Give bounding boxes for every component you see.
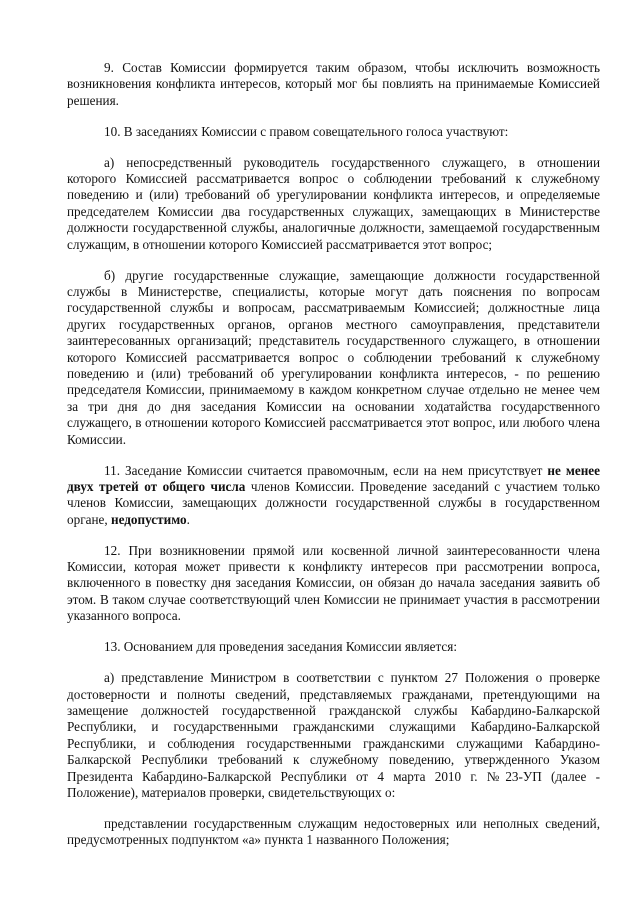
paragraph-10b: б) другие государственные служащие, замещающие должности государственной службы в Министерстве, специалисты, которые могут дать пояснения по вопросам государственной службы и вопросам, рассматриваемым Комиссией; должностные лица других государственных органов, органов местного самоуправления, представители заинтересованных организаций; представитель государственного служащего, в отношении которого Комиссией рассматривается вопрос о соблюдении требований к служебному поведению и (или) требований об урегулировании конфликта интересов, - по решению председателя Комиссии, принимаемому в каждом конкретном случае отдельно не менее чем за три дня до дня заседания Комиссии на основании ходатайства государственного служащего, в отношении которого Комиссией рассматривается этот вопрос, или любого члена Комиссии. [67,267,600,447]
document-page [67,60,600,849]
paragraph-10: 10. В заседаниях Комиссии с правом совещательного голоса участвуют: [104,123,509,139]
paragraph-9: 9. Состав Комиссии формируется таким образом, чтобы исключить возможность возникновения конфликта интересов, который мог бы повлиять на принимаемые Комиссией решения. [67,60,600,108]
paragraph-13a-item: представлении государственным служащим недостоверных или неполных сведений, предусмотренных подпунктом «а» пункта 1 названного Положения; [67,815,600,848]
paragraph-13: 13. Основанием для проведения заседания Комиссии является: [104,639,458,655]
paragraph-11-text-1: 11. Заседание Комиссии считается правомочным, если на нем присутствует [104,462,548,478]
paragraph-11-text-3: . [186,511,190,527]
paragraph-11 [67,463,600,529]
paragraph-13a: а) представление Министром в соответствии с пунктом 27 Положения о проверке достоверности и полноты сведений, представляемых гражданами, претендующими на замещение должностей государственной гражданской службы Кабардино-Балкарской Республики, и государственными гражданскими служащими Кабардино-Балкарской Республики, и соблюдения государственными гражданскими служащими Кабардино-Балкарской Республики требований к служебному поведению, утвержденного Указом Президента Кабардино-Балкарской Республики от 4 марта 2010 г. №23-УП (далее - Положение), материалов проверки, свидетельствующих о: [67,670,600,800]
paragraph-11-bold-inadmissible: недопустимо [110,511,187,527]
paragraph-12: 12. При возникновении прямой или косвенной личной заинтересованности члена Комиссии, которая может привести к конфликту интересов при рассмотрении вопроса, включенного в повестку дня заседания Комиссии, он обязан до начала заседания заявить об этом. В таком случае соответствующий член Комиссии не принимает участия в рассмотрении указанного вопроса. [67,542,600,624]
paragraph-10a: а) непосредственный руководитель государственного служащего, в отношении которого Комиссией рассматривается вопрос о соблюдении требований к служебному поведению и (или) требований об урегулировании конфликта интересов, и определяемые председателем Комиссии два государственных служащих, замещающих в Министерстве должности государственной службы, аналогичные должности, замещаемой государственным служащим, в отношении которого Комиссией рассматривается этот вопрос; [67,154,600,252]
paragraph-11-text-2: членов Комиссии. Проведение заседаний с участием только членов Комиссии, замещающих должности государственной службы в государственном органе, [67,478,600,527]
paragraph-11-bold-quorum: не менее двух третей от общего числа [67,462,600,494]
